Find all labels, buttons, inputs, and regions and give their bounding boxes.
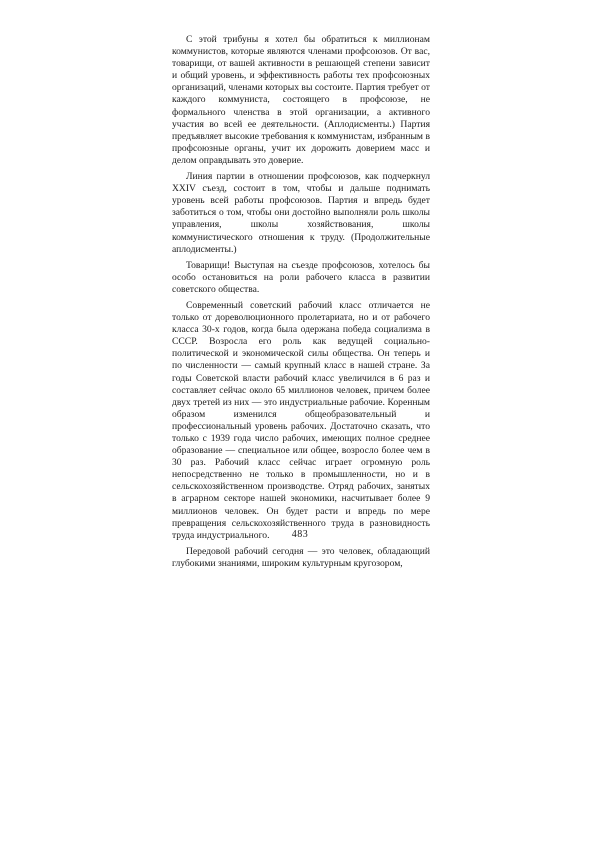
paragraph-3: Товарищи! Выступая на съезде профсоюзов, хотелось бы особо остановиться на роли рабочего класса в развитии советского общества.: [172, 259, 430, 295]
paragraph-4: Современный советский рабочий класс отличается не только от дореволюционного пролетариата, но и от рабочего класса 30-х годов, когда была одержана победа социализма в СССР. Возросла его роль как ведущей социально-политической и экономической силы общества. Он теперь и по численности — самый крупный класс в нашей стране. За годы Советской власти рабочий класс увеличился в 6 раз и составляет сейчас около 65 миллионов человек, причем более двух третей из них — это индустриальные рабочие. Коренным образом изменился общеобразовательный и профессиональный уровень рабочих. Достаточно сказать, что только с 1939 года число рабочих, имеющих полное среднее образование — специальное или общее, возросло более чем в 30 раз. Рабочий класс сейчас играет огромную роль непосредственно не только в промышленности, но и в сельскохозяйственном производстве. Отряд рабочих, занятых в аграрном секторе нашей экономики, насчитывает более 9 миллионов человек. Он будет расти и впредь по мере превращения сельскохозяйственного труда в разновидность труда индустриального.: [172, 299, 430, 541]
text-column: [172, 34, 430, 574]
paragraph-5: Передовой рабочий сегодня — это человек, обладающий глубокими знаниями, широким культурным кругозором,: [172, 545, 430, 569]
paragraph-1: С этой трибуны я хотел бы обратиться к миллионам коммунистов, которые являются членами профсоюзов. От вас, товарищи, от вашей активности в решающей степени зависит и общий уровень, и эффективность работы тех профсоюзных организаций, членами которых вы состоите. Партия требует от каждого коммуниста, состоящего в профсоюзе, не формального членства в этой организации, а активного участия во всей ее деятельности. (Аплодисменты.) Партия предъявляет высокие требования к коммунистам, избранным в профсоюзные органы, учит их дорожить доверием масс и делом оправдывать это доверие.: [172, 34, 430, 166]
page-number: 483: [291, 529, 309, 540]
paragraph-2: Линия партии в отношении профсоюзов, как подчеркнул XXIV съезд, состоит в том, чтобы и дальше поднимать уровень всей работы профсоюзов. Партия и впредь будет заботиться о том, чтобы они достойно выполняли роль школы управления, школы хозяйствования, школы коммунистического отношения к труду. (Продолжительные аплодисменты.): [172, 171, 430, 255]
